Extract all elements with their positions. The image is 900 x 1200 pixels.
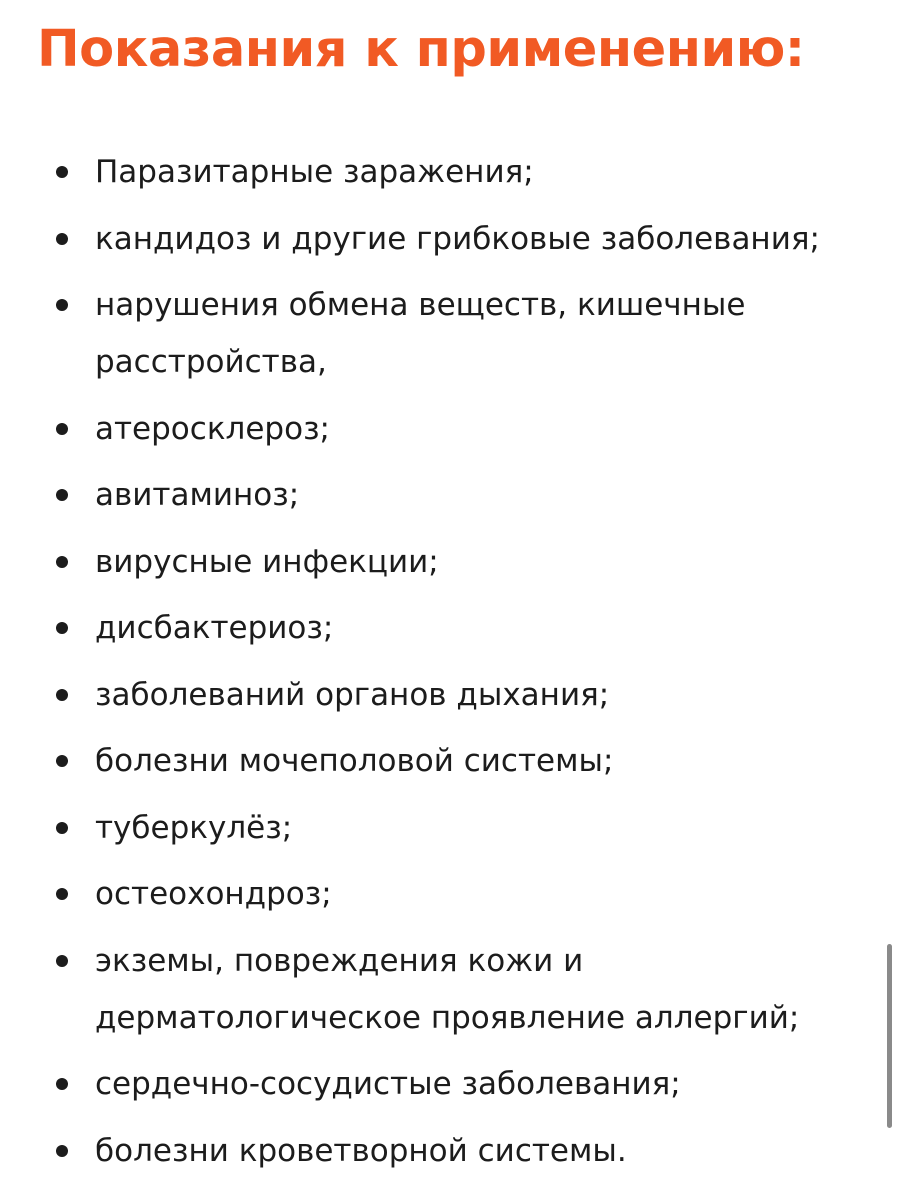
- bullet-icon: [56, 955, 68, 967]
- indications-list: [37, 144, 840, 1180]
- bullet-icon: [56, 299, 68, 311]
- list-item: [37, 600, 840, 657]
- list-item: [37, 211, 840, 268]
- bullet-icon: [56, 755, 68, 767]
- list-item-text: сердечно-сосудистые заболевания;: [95, 1066, 681, 1102]
- list-item: [37, 866, 840, 923]
- list-item-text: авитаминоз;: [95, 477, 300, 513]
- bullet-icon: [56, 489, 68, 501]
- list-item: [37, 467, 840, 524]
- bullet-icon: [56, 1145, 68, 1157]
- bullet-icon: [56, 689, 68, 701]
- list-item-text: нарушения обмена веществ, кишечные расстройства,: [95, 287, 746, 380]
- bullet-icon: [56, 888, 68, 900]
- list-item-text: дисбактериоз;: [95, 610, 334, 646]
- list-item-text: вирусные инфекции;: [95, 543, 439, 580]
- bullet-icon: [56, 822, 68, 834]
- list-item: [37, 1123, 840, 1180]
- list-item: [37, 277, 840, 391]
- list-item-text: Паразитарные заражения;: [95, 154, 534, 190]
- list-item-text: остеохондроз;: [95, 876, 332, 912]
- bullet-icon: [56, 423, 68, 435]
- bullet-icon: [56, 233, 68, 245]
- bullet-icon: [56, 622, 68, 634]
- list-item-text: экземы, повреждения кожи и дерматологическое проявление аллергий;: [95, 942, 800, 1036]
- list-item: [37, 401, 840, 458]
- list-item-text: болезни мочеполовой системы;: [95, 743, 614, 779]
- bullet-icon: [56, 166, 68, 178]
- scrollbar-thumb[interactable]: [887, 944, 892, 1128]
- list-item-text: атеросклероз;: [95, 410, 330, 447]
- list-item-text: болезни кроветворной системы.: [95, 1132, 627, 1169]
- list-item: [37, 1056, 840, 1113]
- bullet-icon: [56, 556, 68, 568]
- bullet-icon: [56, 1078, 68, 1090]
- list-item-text: туберкулёз;: [95, 809, 293, 846]
- list-item: [37, 534, 840, 591]
- list-item: [37, 733, 840, 790]
- list-item: [37, 144, 840, 201]
- list-item: [37, 800, 840, 857]
- list-item-text: заболеваний органов дыхания;: [95, 676, 610, 713]
- list-item: [37, 667, 840, 724]
- section-heading: Показания к применению:: [37, 20, 805, 79]
- list-item-text: кандидоз и другие грибковые заболевания;: [95, 220, 820, 257]
- list-item: [37, 933, 840, 1047]
